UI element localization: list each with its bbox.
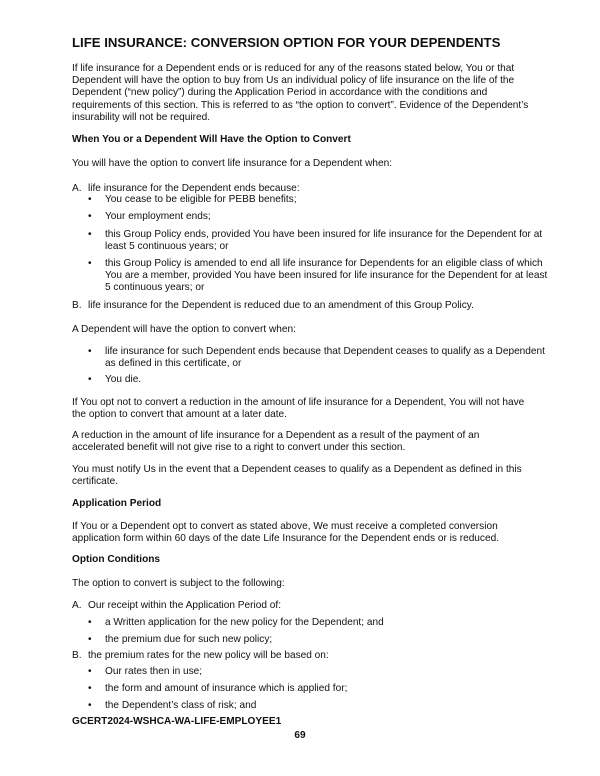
paragraph: If You or a Dependent opt to convert as stated above, We must receive a completed conversion application form within 60 days of the date Life Insurance for the Dependent ends or is reduced. (72, 521, 500, 545)
paragraph: You will have the option to convert life insurance for a Dependent when: (72, 158, 393, 169)
bullet-icon: • (88, 211, 92, 222)
paragraph: A Dependent will have the option to convert when: (72, 324, 296, 335)
bullet-item (88, 666, 551, 678)
bullet-icon: • (88, 258, 92, 269)
bullet-text: the form and amount of insurance which is applied for; (105, 683, 348, 694)
paragraph: A reduction in the amount of life insurance for a Dependent as a result of the payment of an accelerated benefit will not give rise to a right to convert under this section. (72, 430, 480, 454)
list-text: life insurance for the Dependent is reduced due to an amendment of this Group Policy. (88, 300, 474, 311)
bullet-item (88, 211, 551, 223)
bullet-icon: • (88, 194, 92, 205)
page-title: LIFE INSURANCE: CONVERSION OPTION FOR YOUR DEPENDENTS (72, 35, 501, 50)
bullet-text: this Group Policy ends, provided You have been insured for life insurance for the Dependent for at least 5 continuous years; or (105, 229, 543, 253)
footer-doc-id: GCERT2024-WSHCA-WA-LIFE-EMPLOYEE1 (72, 716, 282, 727)
bullet-text: You die. (105, 374, 142, 385)
bullet-item (88, 258, 551, 295)
paragraph: If You opt not to convert a reduction in the amount of life insurance for a Dependent, You will not have the option to convert that amount at a later date. (72, 397, 525, 421)
list-label: B. (72, 650, 82, 661)
list-item-b (72, 300, 534, 312)
bullet-item (88, 617, 551, 629)
bullet-icon: • (88, 683, 92, 694)
section-heading-application-period: Application Period (72, 498, 162, 509)
bullet-icon: • (88, 617, 92, 628)
list-label: A. (72, 600, 82, 611)
bullet-item (88, 374, 551, 386)
section-heading-when-convert: When You or a Dependent Will Have the Option to Convert (72, 134, 351, 145)
list-text: life insurance for the Dependent ends because: (88, 183, 300, 194)
bullet-text: You cease to be eligible for PEBB benefits; (105, 194, 297, 205)
bullet-text: a Written application for the new policy for the Dependent; and (105, 617, 384, 628)
bullet-item (88, 346, 551, 370)
bullet-icon: • (88, 634, 92, 645)
bullet-item (88, 634, 551, 646)
bullet-text: this Group Policy is amended to end all life insurance for Dependents for an eligible class of which You are a member, provided You have been insured for life insurance for the Dependent for at least 5 continuous years; or (105, 258, 548, 294)
list-text: the premium rates for the new policy will be based on: (88, 650, 329, 661)
intro-paragraph: If life insurance for a Dependent ends or is reduced for any of the reasons stated below, You or that Dependent will have the option to buy from Us an individual policy of life insurance on the life of the Dependent (“new policy”) during the Application Period in accordance with the conditions and requirements of this section. This is referred to as “the option to convert”. Evidence of the Dependent’s insurability will not be required. (72, 63, 529, 123)
list-label: A. (72, 183, 82, 194)
bullet-text: the Dependent’s class of risk; and (105, 700, 257, 711)
list-item-a (72, 600, 534, 612)
bullet-text: the premium due for such new policy; (105, 634, 273, 645)
bullet-item (88, 700, 551, 712)
bullet-item (88, 194, 551, 206)
bullet-item (88, 683, 551, 695)
paragraph: You must notify Us in the event that a Dependent ceases to qualify as a Dependent as defined in this certificate. (72, 464, 522, 488)
bullet-text: life insurance for such Dependent ends because that Dependent ceases to qualify as a Dependent as defined in this certificate, or (105, 346, 545, 370)
bullet-icon: • (88, 666, 92, 677)
section-heading-option-conditions: Option Conditions (72, 554, 161, 565)
bullet-icon: • (88, 346, 92, 357)
bullet-icon: • (88, 700, 92, 711)
page-number: 69 (294, 730, 306, 741)
bullet-icon: • (88, 229, 92, 240)
bullet-text: Your employment ends; (105, 211, 211, 222)
list-label: B. (72, 300, 82, 311)
bullet-text: Our rates then in use; (105, 666, 203, 677)
bullet-icon: • (88, 374, 92, 385)
bullet-item (88, 229, 551, 253)
paragraph: The option to convert is subject to the following: (72, 578, 285, 589)
list-item-b (72, 650, 534, 662)
list-text: Our receipt within the Application Period of: (88, 600, 282, 611)
